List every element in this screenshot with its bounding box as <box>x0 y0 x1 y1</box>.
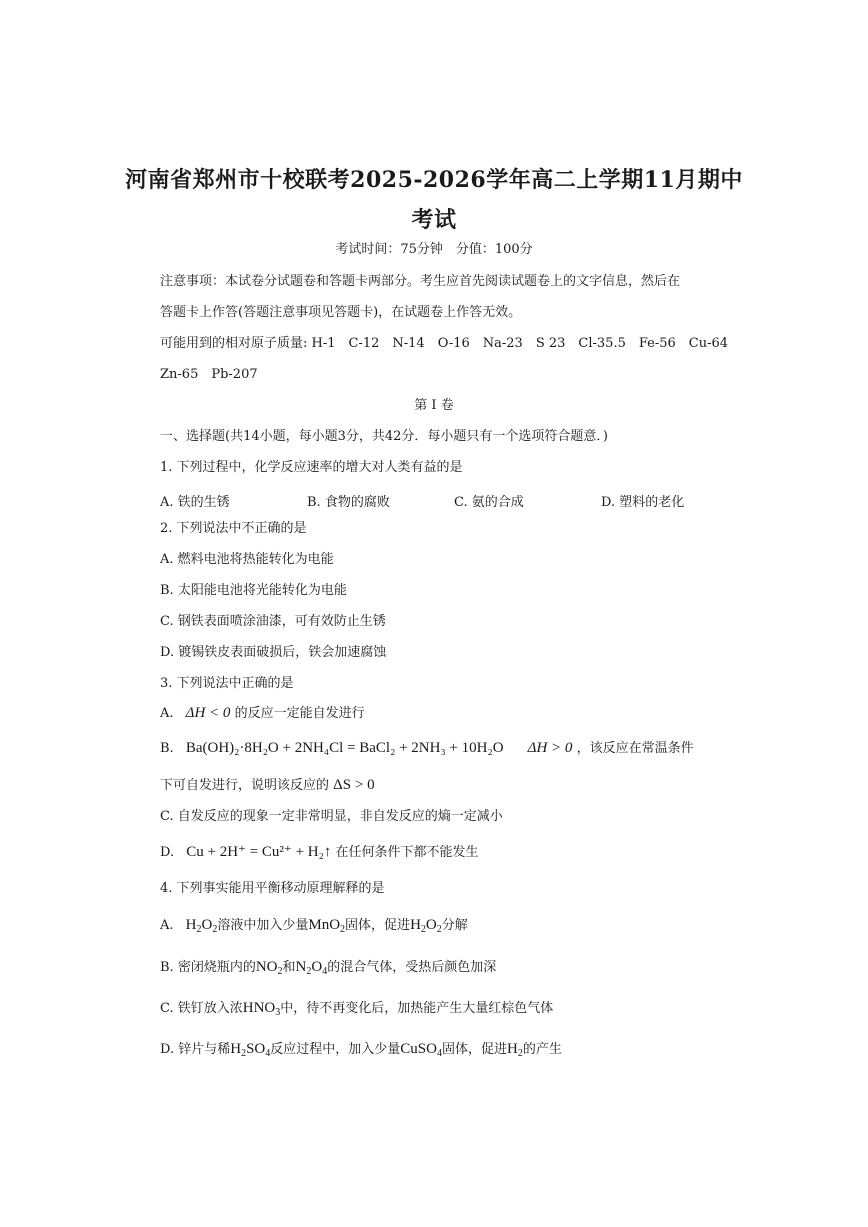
q3-option-b-cont <box>160 778 375 793</box>
q4-a-label: A. <box>160 918 174 933</box>
q4-b-label: B. 密闭烧瓶内的 <box>160 960 256 975</box>
exam-title-line2: 考试 <box>411 207 457 233</box>
notice-line2: 答题卡上作答(答题注意事项见答题卡)，在试题卷上作答无效。 <box>160 305 522 320</box>
q3-d-equation: Cu + 2H⁺ = Cu²⁺ + H₂↑ <box>186 844 332 860</box>
q4-d-label: D. 锌片与稀 <box>160 1042 231 1057</box>
q3-b-text2: 下可自发进行，说明该反应的 <box>160 778 330 793</box>
q4-d-cuso4: CuSO$_4$ <box>400 1041 442 1059</box>
q4-d-h2: $H_2$ <box>506 1041 523 1059</box>
q3-a-text: 的反应一定能自发进行 <box>234 706 365 721</box>
q2-option-c: C. 钢铁表面喷涂油漆，可有效防止生锈 <box>160 614 386 629</box>
q1-option-d: D. 塑料的老化 <box>601 495 685 510</box>
section-label: 第 I 卷 <box>414 398 454 413</box>
q4-b-no2: $NO_2$ <box>255 959 283 977</box>
q2-option-d: D. 镀锡铁皮表面破损后，铁会加速腐蚀 <box>160 645 387 660</box>
q4-a-text1: 溶液中加入少量 <box>217 918 309 933</box>
q1-option-c: C. 氨的合成 <box>454 495 524 510</box>
q4-a-text2: 固体，促进 <box>345 918 411 933</box>
q1-option-a: A. 铁的生锈 <box>160 495 230 510</box>
q4-option-c <box>160 1001 553 1018</box>
q3-b-enthalpy: ΔH > 0 <box>527 740 573 756</box>
q1-stem: 1. 下列过程中，化学反应速率的增大对人类有益的是 <box>160 460 463 475</box>
q4-a-text3: 分解 <box>441 918 468 933</box>
q4-b-text2: 的混合气体，受热后颜色加深 <box>327 960 497 975</box>
q3-b-label: B. <box>160 741 174 756</box>
q3-d-text: 在任何条件下都不能发生 <box>335 845 479 860</box>
exam-title-line1: 河南省郑州市十校联考2025-2026学年高二上学期11月期中 <box>125 167 743 193</box>
q3-d-label: D. <box>160 845 175 860</box>
q3-option-b <box>160 741 694 756</box>
q3-option-a <box>160 706 365 721</box>
q4-d-h2so4: $H_2SO_4$ <box>230 1041 271 1059</box>
q2-option-a: A. 燃料电池将热能转化为电能 <box>160 552 334 567</box>
q3-a-formula: ΔH < 0 <box>185 705 231 721</box>
q2-option-b: B. 太阳能电池将光能转化为电能 <box>160 583 347 598</box>
q4-c-label: C. 铁钉放入浓 <box>160 1001 243 1016</box>
q3-option-d <box>160 845 479 860</box>
exam-info: 考试时间：75分钟 分值：100分 <box>335 242 533 257</box>
q4-d-text2: 固体，促进 <box>441 1042 507 1057</box>
atomic-mass-line1: 可能用到的相对原子质量: H-1 C-12 N-14 O-16 Na-23 S 23 Cl-35.5 Fe-56 Cu-64 <box>160 336 729 351</box>
q4-a-h2o2: $H_2O_2$ <box>185 917 218 935</box>
q4-d-text3: 的产生 <box>522 1042 562 1057</box>
q4-stem: 4. 下列事实能用平衡移动原理解释的是 <box>160 881 385 896</box>
q2-stem: 2. 下列说法中不正确的是 <box>160 521 307 536</box>
q4-option-a <box>160 918 468 935</box>
q3-b-text: ，该反应在常温条件 <box>576 741 694 756</box>
q3-stem: 3. 下列说法中正确的是 <box>160 676 294 691</box>
q4-a-mno2: MnO$_2$ <box>308 917 346 935</box>
section-intro: 一、选择题(共14小题，每小题3分，共42分．每小题只有一个选项符合题意．) <box>160 429 608 444</box>
q4-a-h2o2-2: $H_2O_2$ <box>410 917 442 935</box>
notice-line1: 注意事项：本试卷分试题卷和答题卡两部分。考生应首先阅读试题卷上的文字信息，然后在 <box>160 274 681 289</box>
q3-a-label: A. <box>160 706 174 721</box>
q1-option-b: B. 食物的腐败 <box>307 495 390 510</box>
q4-option-b <box>160 960 496 977</box>
q3-option-c: C. 自发反应的现象一定非常明显，非自发反应的熵一定减小 <box>160 809 503 824</box>
q3-b-equation: Ba(OH)₂·8H₂O + 2NH₄Cl = BaCl₂ + 2NH₃ + 10H₂O <box>185 740 504 756</box>
q4-d-text1: 反应过程中，加入少量 <box>270 1042 401 1057</box>
q4-c-text: 中，待不再变化后，加热能产生大量红棕色气体 <box>280 1001 554 1016</box>
q4-b-text1: 和 <box>282 960 296 975</box>
q4-c-hno3: $HNO_3$ <box>242 1000 281 1018</box>
q4-option-d <box>160 1042 562 1059</box>
atomic-mass-line2: Zn-65 Pb-207 <box>160 367 258 382</box>
q4-b-n2o4: $N_2O_4$ <box>295 959 328 977</box>
q3-b-entropy: ΔS > 0 <box>333 777 375 793</box>
